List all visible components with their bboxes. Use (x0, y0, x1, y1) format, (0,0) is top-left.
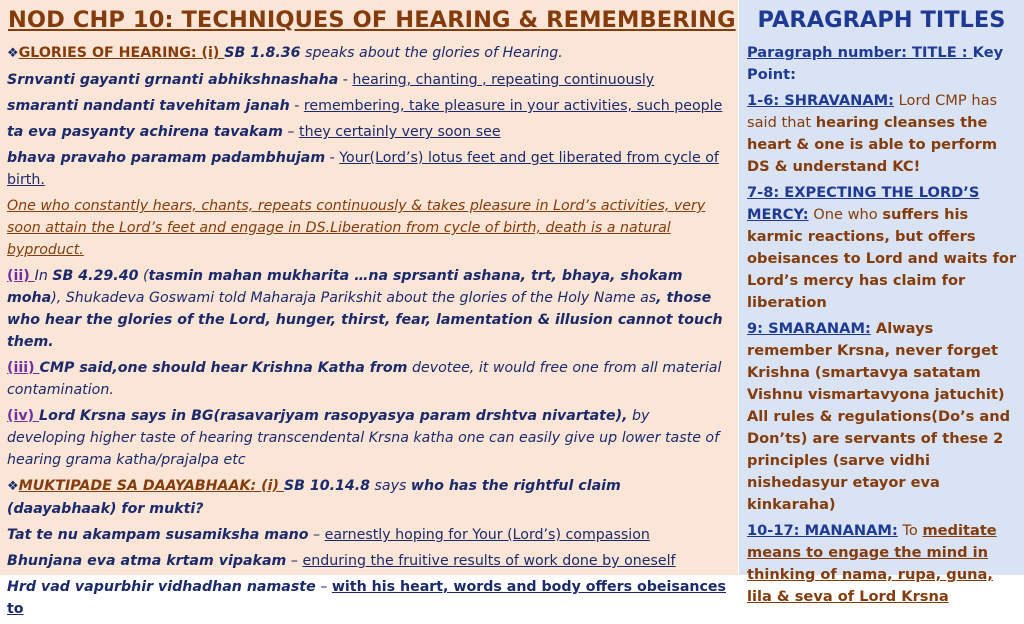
scripture-reference: SB 10.14.8 (283, 478, 371, 494)
para-text: speaks about the glories of Hearing. (300, 45, 563, 61)
cmp-para (7, 357, 729, 401)
title-key-point: hearing cleanses the heart & one is able to perform DS & understand KC! (747, 114, 998, 175)
para-text: devotee, it would free one from all material contamination. (7, 360, 722, 398)
paragraph-title: 9: SMARANAM: (747, 320, 871, 337)
verse-line (7, 147, 729, 191)
scripture-reference: SB 1.8.36 (224, 45, 301, 61)
diamond-bullet-icon: ❖ (7, 46, 19, 61)
scripture-reference: SB 4.29.40 (52, 268, 139, 284)
emphasis-text: , those who hear the glories of the Lord, hunger, thirst, fear, lamentation & illusion cannot touch them. (7, 290, 723, 350)
para-text: says (370, 478, 411, 494)
para-text: In (34, 268, 53, 284)
verse-meaning: they certainly very soon see (299, 124, 501, 140)
para-text: ( (138, 268, 149, 284)
item-number: (iii) (7, 360, 40, 376)
separator: - (325, 150, 340, 166)
diamond-bullet-icon: ❖ (7, 479, 19, 494)
emphasis-text: CMP said,one should hear Krishna Katha from (39, 360, 408, 376)
verse-line (7, 524, 729, 546)
verse-text: bhava pravaho paramam padambhujam (7, 150, 326, 166)
muktipade-para (7, 475, 729, 520)
verse-text: Hrd vad vapurbhir vidhadhan namaste (7, 579, 316, 595)
item-number: (iv) (7, 408, 40, 424)
holy-name-para (7, 265, 729, 353)
title-item-smaranam (747, 318, 1019, 516)
section-heading: GLORIES OF HEARING: (i) (18, 45, 225, 61)
verse-meaning: remembering, take pleasure in your activities, such people (303, 98, 723, 114)
side-title: PARAGRAPH TITLES (757, 7, 1006, 33)
emphasis-text: who has the rightful claim (daayabhaak) for mukti? (7, 478, 621, 517)
verse-text: Srnvanti gayanti grnanti abhikshnashaha (7, 72, 339, 88)
separator: – (286, 553, 303, 569)
para-text: by developing higher taste of hearing transcendental Krsna katha one can easily give up lower taste of hearing grama katha/prajalpa etc (7, 408, 720, 468)
para-text: Shukadeva Goswami told Maharaja Parikshit about the glories of the Holy Name as (61, 290, 657, 306)
separator: - (289, 98, 304, 114)
separator: – (308, 527, 325, 543)
verse-text: Tat te nu akampam susamiksha mano (7, 527, 309, 543)
legend-label: Key Point: (747, 44, 1004, 83)
item-number: (ii) (7, 268, 35, 284)
verse-meaning: enduring the fruitive results of work done by oneself (302, 553, 676, 569)
paragraph-title: 1-6: SHRAVANAM: (747, 92, 895, 109)
verse-line (7, 576, 729, 620)
verse-text: Bhunjana eva atma krtam vipakam (7, 553, 287, 569)
title-item-shravanam (747, 90, 1019, 178)
paragraph-titles-panel (739, 0, 1024, 605)
section-heading: MUKTIPADE SA DAAYABHAAK: (i) (18, 478, 284, 494)
title-key-point: meditate means to engage the mind in thinking of nama, rupa, guna, lila & seva of Lord Krsna (747, 522, 997, 605)
verse-line (7, 69, 729, 91)
paragraph-title: 10-17: MANANAM: (747, 522, 898, 539)
main-title: NOD CHP 10: TECHNIQUES OF HEARING & REMEMBERING (8, 7, 736, 33)
legend-label: Paragraph number: TITLE : (747, 44, 973, 61)
para-text: ), (51, 290, 62, 306)
glories-of-hearing-para (7, 42, 729, 65)
title-key-point: Always remember Krsna, never forget Krishna (smartavya satatam Vishnu vismartavyona jatuchit) All rules & regulations(Do’s and Don’ts) are servants of these 2 principles (sarve vidhi nishedasyur etayor eva kinkaraha) (747, 320, 1011, 513)
verse-meaning: Your(Lord’s) lotus feet and get liberated from cycle of birth. (7, 150, 719, 188)
separator: – (282, 124, 300, 140)
title-item-mananam (747, 520, 1019, 608)
bg-para (7, 405, 729, 471)
title-text: Lord CMP has said that (747, 92, 998, 131)
separator: - (338, 72, 353, 88)
paragraph-title: 7-8: EXPECTING THE LORD’S MERCY: (747, 184, 980, 223)
verse-line (7, 550, 729, 572)
verse-text: ta eva pasyanty achirena tavakam (7, 124, 283, 140)
emphasis-text: Lord Krsna says in BG(rasavarjyam rasopyasya param drshtva nivartate), (39, 408, 628, 424)
verse-line (7, 95, 729, 117)
title-text: One who (808, 206, 883, 223)
verse-text: tasmin mahan mukharita …na sprsanti ashana, trt, bhaya, shokam moha (7, 268, 683, 306)
verse-meaning: hearing, chanting , repeating continuously (352, 72, 655, 88)
separator: – (315, 579, 332, 595)
content-body (7, 42, 729, 624)
verse-line (7, 121, 729, 143)
legend-item (747, 42, 1019, 86)
summary-text: One who constantly hears, chants, repeats continuously & takes pleasure in Lord’s activities, very soon attain the Lord’s feet and engage in DS.Liberation from cycle of birth, death is a natural byproduct. (7, 198, 706, 258)
title-item-mercy (747, 182, 1019, 314)
verse-text: smaranti nandanti tavehitam janah (7, 98, 290, 114)
paragraph-titles-body (747, 42, 1019, 612)
title-text: To (897, 522, 923, 539)
verse-meaning: earnestly hoping for Your (Lord’s) compassion (324, 527, 650, 543)
title-key-point: suffers his karmic reactions, but offers obeisances to Lord and waits for Lord’s mercy has claim for liberation (747, 206, 1017, 311)
summary-para (7, 195, 729, 261)
verse-meaning: with his heart, words and body offers obeisances to (7, 579, 727, 617)
